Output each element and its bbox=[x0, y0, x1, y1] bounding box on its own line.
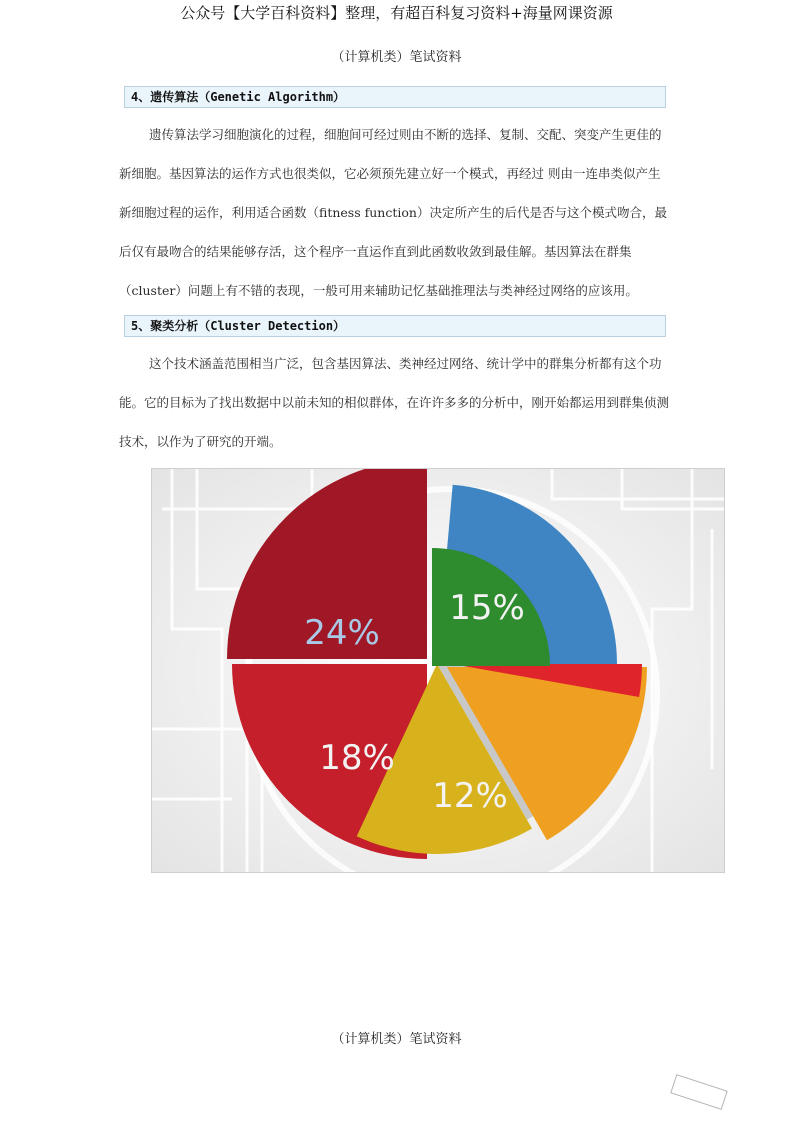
paragraph-line: 遗传算法学习细胞演化的过程，细胞间可经过则由不断的选择、复制、交配、突变产生更佳的 bbox=[149, 127, 662, 142]
pie-label-18: 18% bbox=[319, 738, 395, 778]
paragraph-line: 后仅有最吻合的结果能够存活，这个程序一直运作直到此函数收敛到最佳解。基因算法在群集 bbox=[119, 244, 632, 259]
paragraph-line: 这个技术涵盖范围相当广泛，包含基因算法、类神经过网络、统计学中的群集分析都有这个功 bbox=[149, 356, 662, 371]
section-heading-genetic-algorithm: 4、遗传算法（Genetic Algorithm） bbox=[124, 86, 666, 108]
paragraph-line: 技术，以作为了研究的开端。 bbox=[119, 434, 282, 449]
pie-chart bbox=[152, 469, 724, 872]
top-banner: 公众号【大学百科资料】整理，有超百科复习资料+海量网课资源 bbox=[180, 4, 613, 22]
pie-label-12: 12% bbox=[432, 776, 508, 816]
pie-label-15: 15% bbox=[449, 588, 525, 628]
paragraph-line: （cluster）问题上有不错的表现，一般可用来辅助记忆基础推理法与类神经过网络的应该用。 bbox=[119, 283, 638, 298]
pie-chart-figure bbox=[151, 468, 725, 873]
document-category: （计算机类）笔试资料 bbox=[331, 50, 462, 65]
pie-label-24: 24% bbox=[304, 613, 380, 653]
paragraph-line: 能。它的目标为了找出数据中以前未知的相似群体，在许许多多的分析中，刚开始都运用到群集侦测 bbox=[119, 395, 670, 410]
paragraph-line: 新细胞。基因算法的运作方式也很类似，它必须预先建立好一个模式，再经过 则由一连串类似产生 bbox=[119, 166, 661, 181]
paragraph-line: 新细胞过程的运作，利用适合函数（fitness function）决定所产生的后代是否与这个模式吻合，最 bbox=[119, 205, 667, 220]
section-heading-cluster-detection: 5、聚类分析（Cluster Detection） bbox=[124, 315, 666, 337]
stamp-watermark bbox=[670, 1074, 728, 1110]
page-footer: （计算机类）笔试资料 bbox=[331, 1032, 462, 1047]
